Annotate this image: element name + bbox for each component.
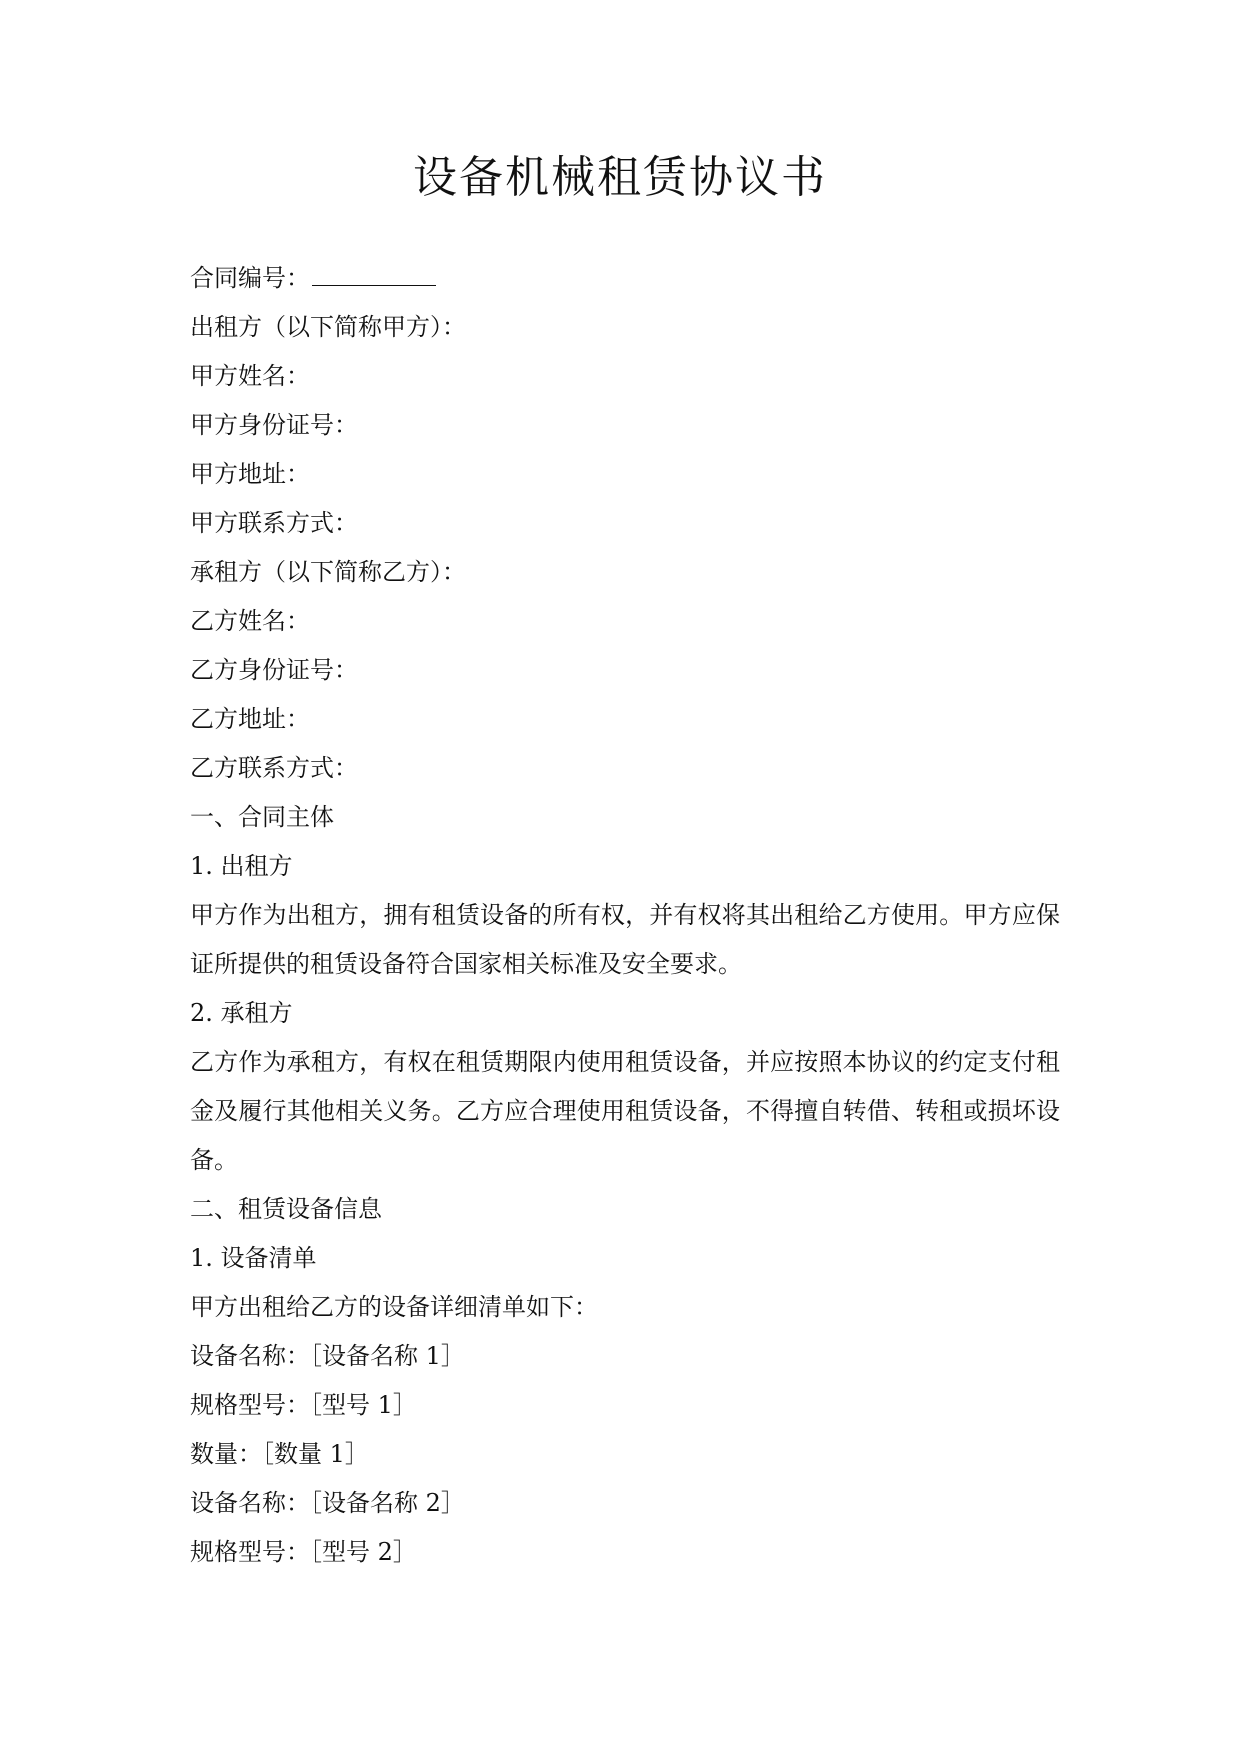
party-b-name: 乙方姓名： [190, 607, 310, 635]
section-heading-contract-parties: 一、合同主体 [190, 803, 334, 831]
subsection-heading-lessor: 1. 出租方 [190, 852, 293, 880]
party-b-address: 乙方地址： [190, 705, 310, 733]
paragraph-lessor: 甲方作为出租方，拥有租赁设备的所有权，并有权将其出租给乙方使用。甲方应保证所提供的租赁设备符合国家相关标准及安全要求。 [190, 901, 1060, 978]
party-a-contact: 甲方联系方式： [190, 509, 358, 537]
lessee-intro: 承租方（以下简称乙方）： [190, 558, 466, 586]
equipment-item: 设备名称：［设备名称 2］ [190, 1489, 465, 1517]
section-heading-equipment-info: 二、租赁设备信息 [190, 1195, 382, 1223]
subsection-heading-equipment-list: 1. 设备清单 [190, 1244, 317, 1272]
equipment-item: 规格型号：［型号 1］ [190, 1391, 417, 1419]
party-a-name: 甲方姓名： [190, 362, 310, 390]
contract-number-label: 合同编号： [190, 264, 310, 292]
party-b-contact: 乙方联系方式： [190, 754, 358, 782]
equipment-list-intro: 甲方出租给乙方的设备详细清单如下： [190, 1293, 598, 1321]
equipment-item: 数量：［数量 1］ [190, 1440, 369, 1468]
equipment-item: 规格型号：［型号 2］ [190, 1538, 417, 1566]
party-b-id: 乙方身份证号： [190, 656, 358, 684]
document-body [190, 254, 1060, 1577]
lessor-intro: 出租方（以下简称甲方）： [190, 313, 466, 341]
document-title: 设备机械租赁协议书 [413, 152, 827, 203]
paragraph-lessee: 乙方作为承租方，有权在租赁期限内使用租赁设备，并应按照本协议的约定支付租金及履行其他相关义务。乙方应合理使用租赁设备，不得擅自转借、转租或损坏设备。 [190, 1048, 1060, 1174]
contract-number-line [190, 254, 1060, 303]
equipment-item: 设备名称：［设备名称 1］ [190, 1342, 465, 1370]
contract-number-blank [312, 258, 436, 286]
party-a-id: 甲方身份证号： [190, 411, 358, 439]
party-a-address: 甲方地址： [190, 460, 310, 488]
subsection-heading-lessee: 2. 承租方 [190, 999, 293, 1027]
